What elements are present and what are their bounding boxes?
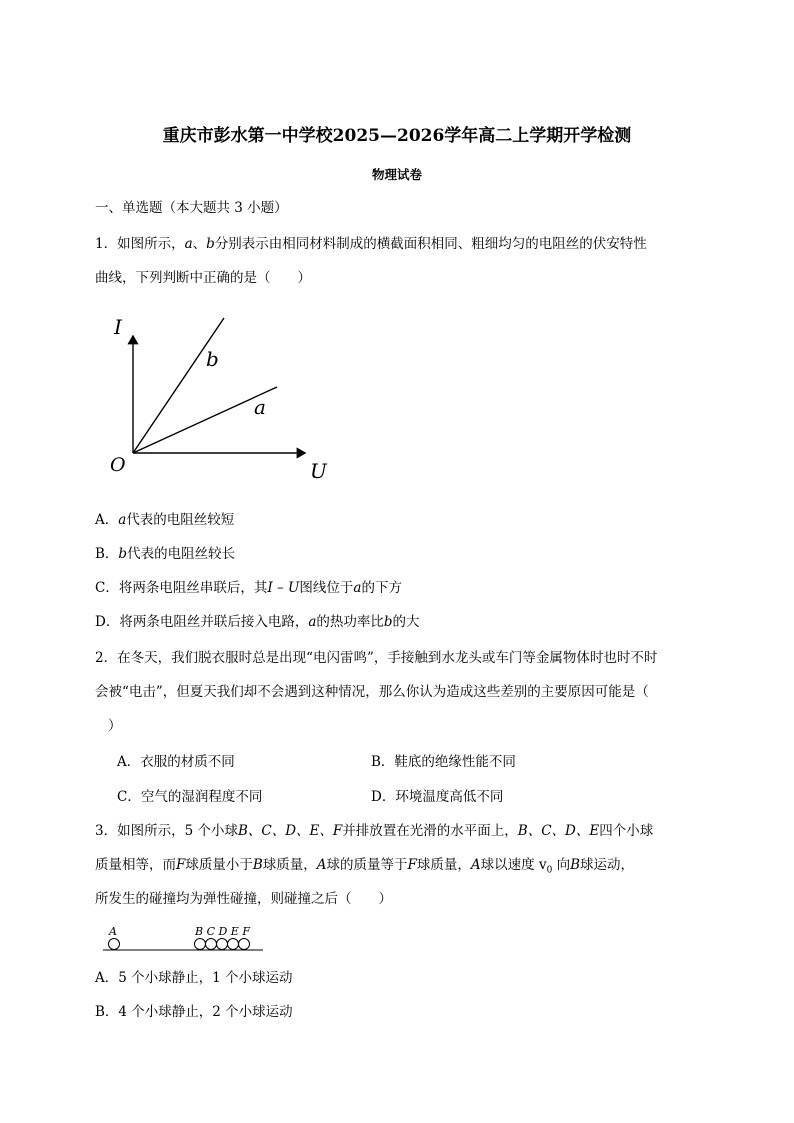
ball-f: [239, 939, 250, 950]
page-subtitle: 物理试卷: [371, 167, 422, 182]
q1-iu-graph: [100, 308, 340, 488]
q3-line2-b: 球质量小于: [185, 857, 253, 873]
q3-stem-line3: 所发生的碰撞均为弹性碰撞，则碰撞之后（ ）: [95, 891, 392, 907]
q3-line2-f: 球以速度 v: [480, 857, 547, 873]
section-heading: 一、单选题（本大题共 3 小题）: [95, 200, 288, 216]
q1-option-a-prefix: A．: [95, 512, 119, 528]
q3-stem-line2: [95, 855, 634, 881]
q3-option-a: A．5 个小球静止，1 个小球运动: [95, 970, 293, 986]
q1-option-c-var2: a: [353, 580, 362, 596]
q3-line2-v5: A: [470, 857, 481, 873]
q1-var-a: a: [184, 236, 193, 252]
q3-line2-v1: F: [176, 857, 186, 873]
q1-var-b: b: [206, 236, 215, 252]
q1-stem-line2: 曲线，下列判断中正确的是（ ）: [95, 270, 311, 286]
q1-sep: 、: [192, 236, 207, 252]
q3-line2-v4: F: [407, 857, 417, 873]
q3-line2-d: 球的质量等于: [326, 857, 408, 873]
q2-option-c: C．空气的湿润程度不同: [117, 789, 263, 805]
ball-a-label: A: [109, 925, 117, 938]
x-axis-label: U: [310, 459, 327, 483]
y-axis-label: I: [114, 315, 122, 339]
q3-balls-figure: [100, 922, 270, 954]
q3-option-b: B．4 个小球静止，2 个小球运动: [95, 1004, 293, 1020]
q1-option-c-mid: 图线位于: [299, 580, 354, 596]
q1-option-c-var: I – U: [267, 580, 300, 596]
ball-a: [109, 939, 120, 950]
ball-c: [206, 939, 217, 950]
q3-line2-a: 质量相等，而: [95, 857, 176, 873]
q3-v0-subscript: 0: [546, 865, 553, 876]
q3-line2-v3: A: [316, 857, 327, 873]
q3-line2-v2: B: [252, 857, 263, 873]
q3-line2-c: 球质量，: [262, 857, 317, 873]
page-title: 重庆市彭水第一中学校2025—2026学年高二上学期开学检测: [162, 126, 632, 146]
q3-line2-e: 球质量，: [416, 857, 471, 873]
q1-option-d-mid: 的热功率比: [316, 614, 384, 630]
ball-d: [217, 939, 228, 950]
q3-line2-h: 球运动，: [580, 857, 635, 873]
q3-line2-g: 向: [552, 857, 571, 873]
q1-option-b-var: b: [118, 546, 128, 562]
q2-option-b: B．鞋底的绝缘性能不同: [371, 754, 516, 770]
q3-stem-line1: [95, 821, 653, 841]
ball-e: [228, 939, 239, 950]
q1-option-d: [95, 612, 420, 632]
q2-option-d: D．环境温度高低不同: [371, 789, 504, 805]
q1-option-c-text: 的下方: [361, 580, 402, 596]
q3-line2-v6: B: [570, 857, 581, 873]
q2-stem-line2: 会被“电击”，但夏天我们却不会遇到这种情况，那么你认为造成这些差别的主要原因可能是（: [95, 684, 649, 700]
q1-option-c: [95, 578, 402, 598]
q1-option-b-text: 代表的电阻丝较长: [127, 546, 236, 562]
q3-line1-b: 并排放置在光滑的水平面上，: [342, 823, 518, 839]
q1-option-c-prefix: C．将两条电阻丝串联后，其: [95, 580, 268, 596]
q1-option-d-var2: b: [383, 614, 393, 630]
q1-stem-line1: [95, 234, 647, 254]
q3-line1-vars: B、C、D、E、F: [237, 823, 343, 839]
q1-option-a-var: a: [118, 512, 127, 528]
ball-b: [195, 939, 206, 950]
q3-line1-c: 四个小球: [599, 823, 654, 839]
origin-label: O: [110, 454, 126, 476]
q2-stem-line1: 2．在冬天，我们脱衣服时总是出现“电闪雷鸣”，手接触到水龙头或车门等金属物体时也时不时: [95, 650, 658, 666]
q1-option-b-prefix: B．: [95, 546, 119, 562]
q1-option-b: [95, 544, 235, 564]
q1-stem-rest: 分别表示由相同材料制成的横截面积相同、粗细均匀的电阻丝的伏安特性: [214, 236, 647, 252]
q1-option-d-prefix: D．将两条电阻丝并联后接入电路，: [95, 614, 309, 630]
q1-option-a: [95, 510, 234, 530]
q1-option-a-text: 代表的电阻丝较短: [126, 512, 235, 528]
balls-label: B C D E F: [195, 925, 250, 938]
line-a-label: a: [254, 395, 266, 419]
line-b-label: b: [206, 347, 219, 371]
q1-option-d-var: a: [308, 614, 317, 630]
q2-stem-line3: ）: [108, 718, 122, 734]
q3-line1-vars2: B、C、D、E: [517, 823, 600, 839]
q1-option-d-text: 的大: [392, 614, 420, 630]
q3-line1-a: 3．如图所示，5 个小球: [95, 823, 238, 839]
q2-option-a: A．衣服的材质不同: [117, 754, 235, 770]
q1-stem-prefix: 1．如图所示，: [95, 236, 185, 252]
